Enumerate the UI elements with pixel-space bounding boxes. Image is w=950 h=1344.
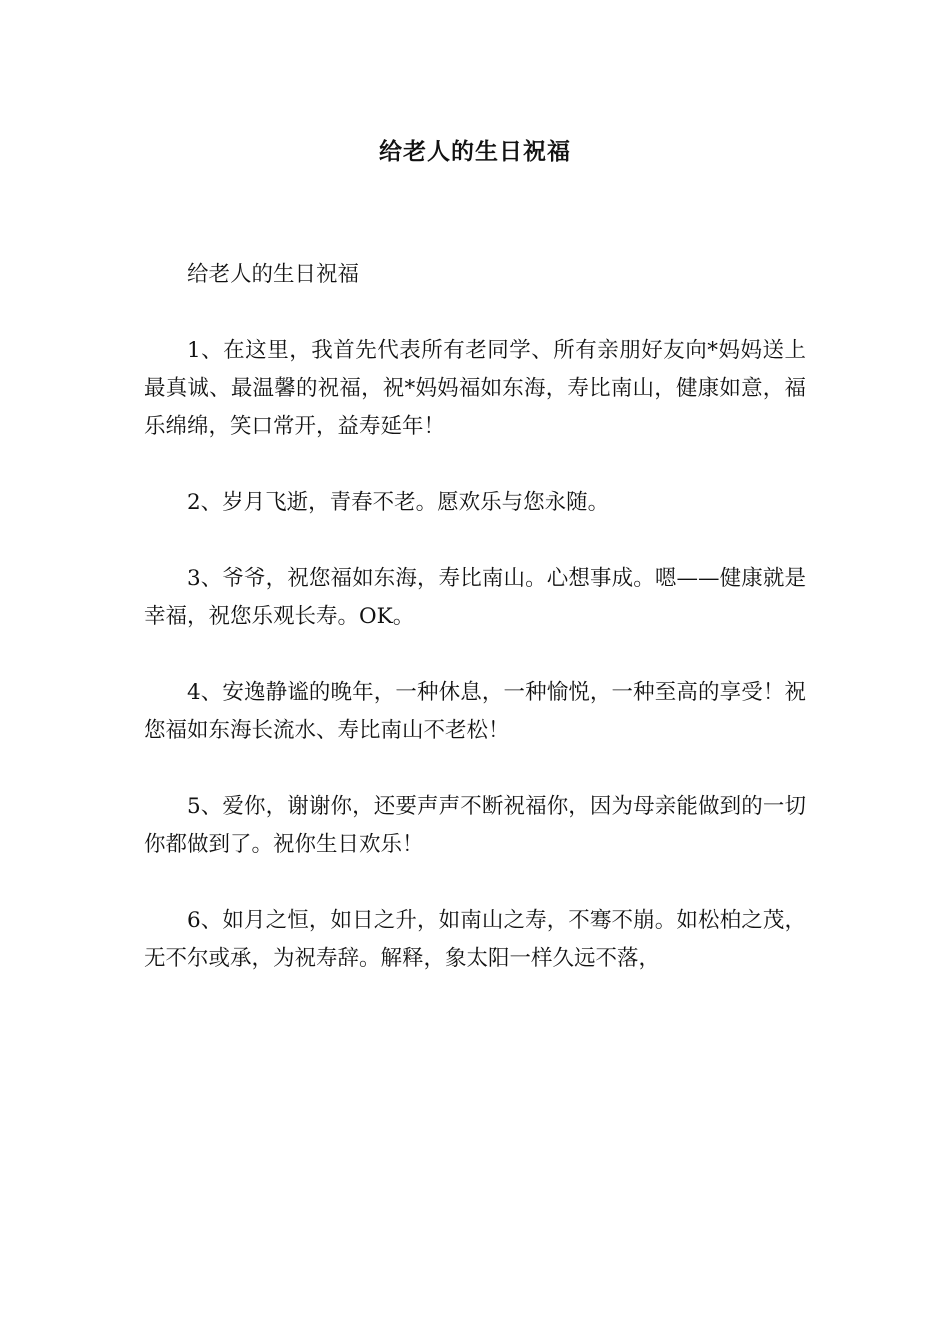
paragraph-3: 3、爷爷，祝您福如东海，寿比南山。心想事成。嗯——健康就是幸福，祝您乐观长寿。OK。 bbox=[144, 566, 806, 629]
document-title: 给老人的生日祝福 bbox=[379, 138, 571, 165]
paragraph-5: 5、爱你，谢谢你，还要声声不断祝福你，因为母亲能做到的一切你都做到了。祝你生日欢乐！ bbox=[144, 794, 806, 857]
paragraph-6: 6、如月之恒，如日之升，如南山之寿，不骞不崩。如松柏之茂，无不尔或承，为祝寿辞。解释，象太阳一样久远不落， bbox=[144, 908, 806, 971]
paragraph-2: 2、岁月飞逝，青春不老。愿欢乐与您永随。 bbox=[187, 490, 610, 515]
paragraph-heading: 给老人的生日祝福 bbox=[187, 262, 360, 287]
paragraph-1: 1、在这里，我首先代表所有老同学、所有亲朋好友向*妈妈送上最真诚、最温馨的祝福，祝*妈妈福如东海，寿比南山，健康如意，福乐绵绵，笑口常开，益寿延年！ bbox=[144, 338, 806, 439]
document-body bbox=[144, 256, 806, 978]
paragraph-4: 4、安逸静谧的晚年，一种休息，一种愉悦，一种至高的享受！祝您福如东海长流水、寿比南山不老松！ bbox=[144, 680, 806, 743]
